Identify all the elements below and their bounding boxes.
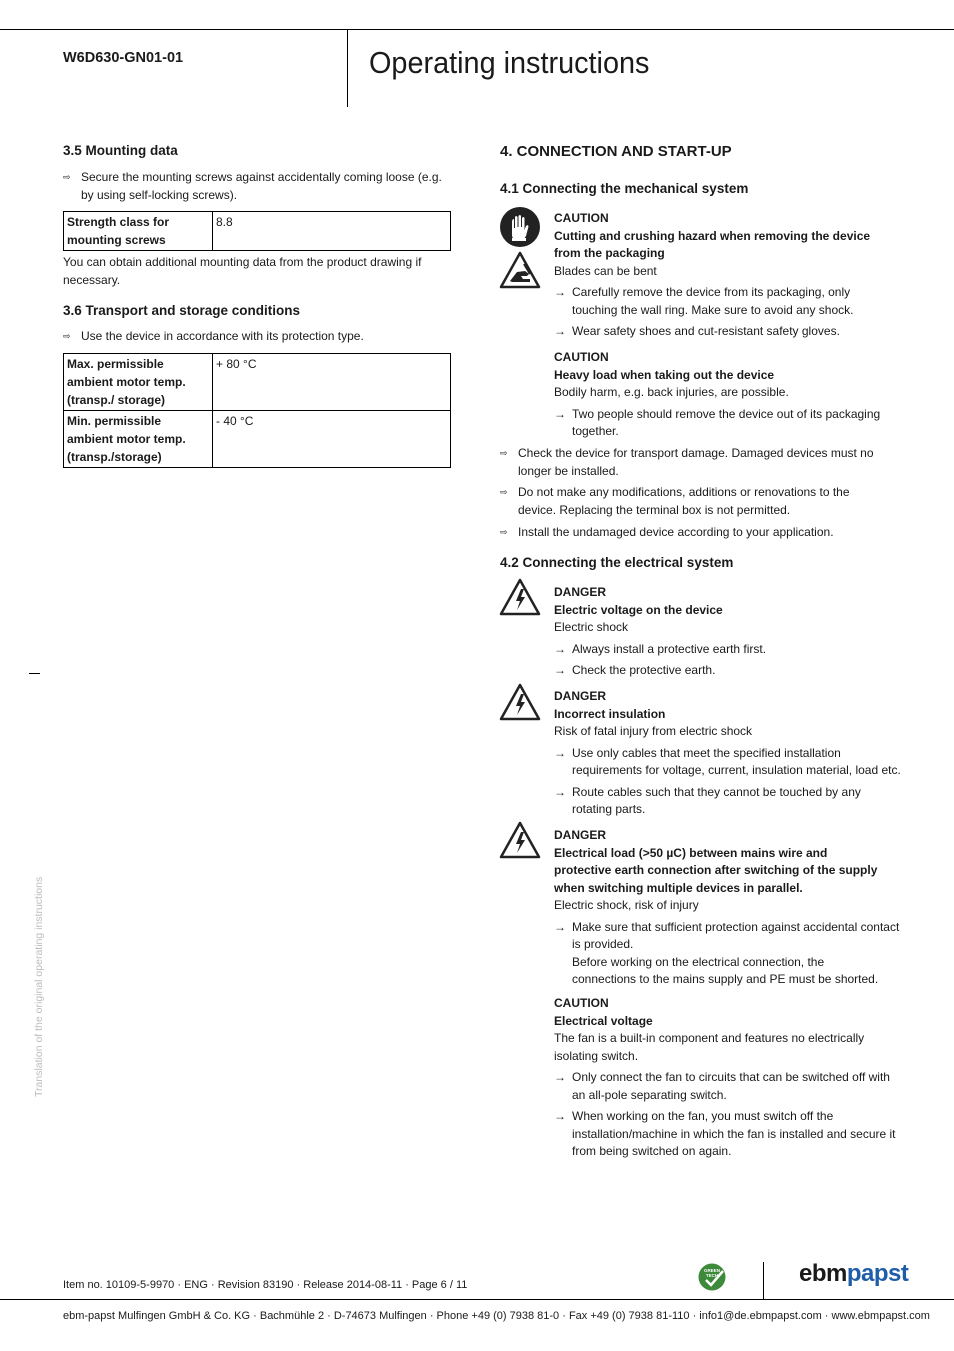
greentech-logo <box>697 1262 729 1292</box>
right-arrow-icon: → <box>554 745 566 760</box>
action-item: → Use only cables that meet the specified installation requirements for voltage, current, insulation material, load etc. <box>554 745 914 780</box>
warning-level: DANGER <box>554 689 607 703</box>
product-code: W6D630-GN01-01 <box>63 50 184 66</box>
hand-crush-warning-icon <box>499 251 541 289</box>
page-title: Operating instructions <box>369 45 650 80</box>
bullet-install-device: ⇨ Install the undamaged device according to your application. <box>500 524 890 542</box>
margin-tick <box>29 673 40 674</box>
table-row: Max. permissible ambient motor temp. (transp./ storage) + 80 °C <box>64 354 451 411</box>
right-arrow-icon: → <box>554 1070 566 1084</box>
bullet-protection-type: ⇨ Use the device in accordance with its protection type. <box>63 328 453 346</box>
protective-gloves-icon <box>499 206 541 248</box>
bullet-arrow-icon: ⇨ <box>500 448 508 458</box>
bullet-no-modifications: ⇨ Do not make any modifications, additions or renovations to the device. Replacing the terminal box is not permitted. <box>500 484 890 519</box>
right-arrow-icon: → <box>554 919 566 934</box>
electric-voltage-warning-icon <box>499 683 541 721</box>
electric-voltage-warning-icon <box>499 578 541 616</box>
sidebar-translation-note: Translation of the original operating instructions <box>33 876 45 1097</box>
table-row: Strength class for mounting screws 8.8 <box>64 212 451 251</box>
bullet-arrow-icon: ⇨ <box>500 527 508 537</box>
header-divider <box>347 29 348 107</box>
action-item: → Always install a protective earth first. <box>554 641 904 659</box>
table-row: Min. permissible ambient motor temp. (transp./storage) - 40 °C <box>64 411 451 468</box>
action-item: → When working on the fan, you must switch off the installation/machine in which the fan is installed and secure it from being switched on again. <box>554 1108 914 1161</box>
greentech-text: GREEN <box>703 1268 721 1273</box>
warning-level: CAUTION <box>554 211 609 225</box>
danger-electrical-load: DANGER Electrical load (>50 µC) between mains wire and protective earth connection after switching of the supply when switching multiple devices in parallel. Electric shock, risk of injury → Make sure that sufficient protection against accidental contact is provided. Before working on the electrical connection, the connections to the mains supply and PE must be shorted. <box>554 827 914 989</box>
right-arrow-icon: → <box>554 641 566 656</box>
footer-logo-divider <box>763 1262 764 1300</box>
bullet-secure-screws: ⇨ Secure the mounting screws against accidentally coming loose (e.g. by using self-locking screws). <box>63 169 453 204</box>
section-3-6-heading: 3.6 Transport and storage conditions <box>63 303 301 318</box>
section-3-5-heading: 3.5 Mounting data <box>63 143 178 158</box>
electric-voltage-warning-icon <box>499 821 541 859</box>
action-item: → Only connect the fan to circuits that can be switched off with an all-pole separating switch. <box>554 1069 914 1104</box>
action-item: → Route cables such that they cannot be touched by any rotating parts. <box>554 784 914 819</box>
footer-rule <box>0 1299 954 1300</box>
bullet-arrow-icon: ⇨ <box>63 172 71 182</box>
right-arrow-icon: → <box>554 784 566 799</box>
bullet-transport-damage: ⇨ Check the device for transport damage. Damaged devices must no longer be installed. <box>500 445 890 480</box>
mounting-table <box>63 211 451 251</box>
warning-level: DANGER <box>554 585 607 599</box>
bullet-arrow-icon: ⇨ <box>500 487 508 497</box>
warning-level: CAUTION <box>554 996 609 1010</box>
mounting-note: You can obtain additional mounting data from the product drawing if necessary. <box>63 255 422 287</box>
footer-item-info: Item no. 10109-5-9970 · ENG · Revision 83190 · Release 2014-08-11 · Page 6 / 11 <box>63 1279 468 1291</box>
footer-company-info: ebm-papst Mulfingen GmbH & Co. KG · Bachmühle 2 · D-74673 Mulfingen · Phone +49 (0) 7938 81-0 · Fax +49 (0) 7938 81-110 · info1@de.ebmpapst.com · www.ebmpapst.com <box>63 1310 930 1322</box>
right-arrow-icon: → <box>554 663 566 677</box>
warning-cutting-hazard: CAUTION Cutting and crushing hazard when removing the device from the packaging Blades can be bent → Carefully remove the device from its packaging, only touching the wall ring. Make sure to avoid any shock. → Wear safety shoes and cut-resistant safety gloves. <box>554 210 904 341</box>
transport-table <box>63 353 451 468</box>
danger-electric-voltage: DANGER Electric voltage on the device Electric shock → Always install a protective earth first. → Check the protective earth. <box>554 584 904 680</box>
right-arrow-icon: → <box>554 285 566 299</box>
section-4-heading: 4. CONNECTION AND START-UP <box>500 143 732 160</box>
action-item: → Check the protective earth. <box>554 662 904 680</box>
right-arrow-icon: → <box>554 1109 566 1123</box>
header-top-rule <box>0 29 954 30</box>
danger-incorrect-insulation: DANGER Incorrect insulation Risk of fatal injury from electric shock → Use only cables that meet the specified installation requirements for voltage, current, insulation material, load etc. → Route cables such that they cannot be touched by any rotating parts. <box>554 688 914 819</box>
greentech-text: TECH <box>705 1273 719 1278</box>
right-arrow-icon: → <box>554 406 566 421</box>
warning-heavy-load: CAUTION Heavy load when taking out the device Bodily harm, e.g. back injuries, are possible. → Two people should remove the device out of its packaging together. <box>554 349 904 441</box>
action-item: → Wear safety shoes and cut-resistant safety gloves. <box>554 323 904 341</box>
action-item: → Make sure that sufficient protection against accidental contact is provided. Before working on the electrical connection, the connections to the mains supply and PE must be shorted. <box>554 919 914 989</box>
warning-level: CAUTION <box>554 350 609 364</box>
caution-electrical-voltage: CAUTION Electrical voltage The fan is a built-in component and features no electrically isolating switch. → Only connect the fan to circuits that can be switched off with an all-pole separating switch. → When working on the fan, you must switch off the installation/machine in which the fan is installed and secure it from being switched on again. <box>554 995 914 1161</box>
section-4-1-heading: 4.1 Connecting the mechanical system <box>500 181 749 196</box>
warning-level: DANGER <box>554 828 607 842</box>
right-arrow-icon: → <box>554 324 566 338</box>
section-4-2-heading: 4.2 Connecting the electrical system <box>500 555 734 570</box>
bullet-arrow-icon: ⇨ <box>63 331 71 341</box>
ebmpapst-logo: ebmpapst <box>799 1260 909 1287</box>
action-item: → Two people should remove the device out of its packaging together. <box>554 406 904 441</box>
action-item: → Carefully remove the device from its packaging, only touching the wall ring. Make sure to avoid any shock. <box>554 284 904 319</box>
